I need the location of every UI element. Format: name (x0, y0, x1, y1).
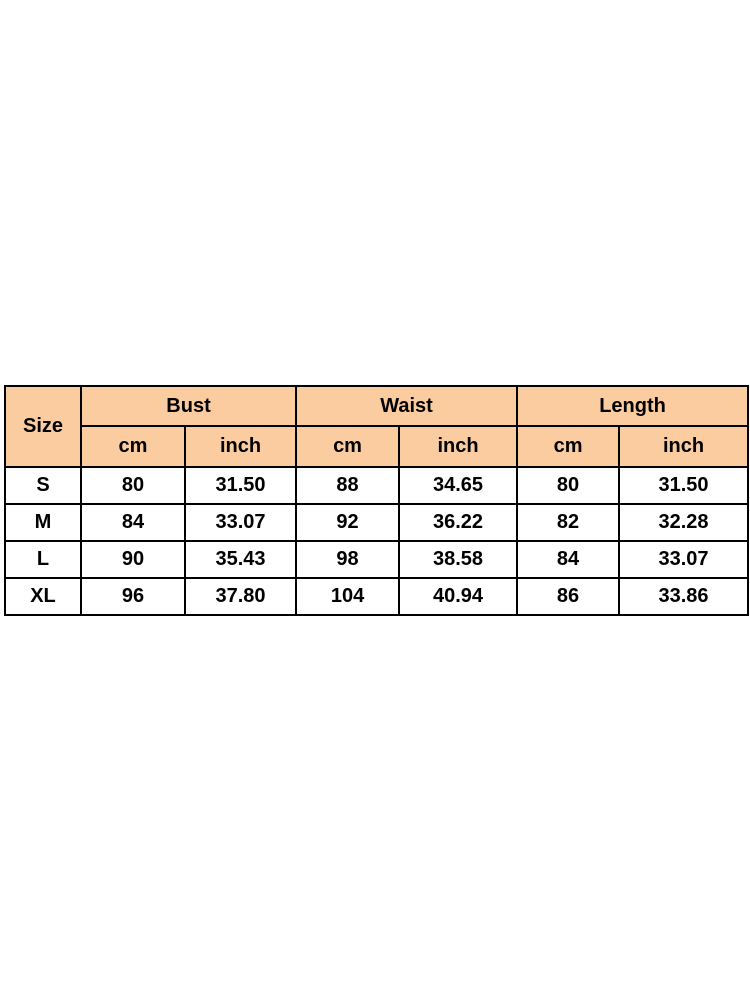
size-cell: M (5, 504, 81, 541)
size-cell: XL (5, 578, 81, 615)
value-cell: 33.86 (619, 578, 748, 615)
size-header: Size (5, 386, 81, 467)
value-cell: 90 (81, 541, 185, 578)
value-cell: 88 (296, 467, 399, 504)
value-cell: 38.58 (399, 541, 517, 578)
size-cell: S (5, 467, 81, 504)
value-cell: 36.22 (399, 504, 517, 541)
size-chart-table (4, 385, 749, 616)
value-cell: 31.50 (619, 467, 748, 504)
value-cell: 33.07 (619, 541, 748, 578)
value-cell: 98 (296, 541, 399, 578)
value-cell: 82 (517, 504, 619, 541)
value-cell: 80 (517, 467, 619, 504)
value-cell: 34.65 (399, 467, 517, 504)
table-row (5, 578, 748, 615)
unit-header: inch (399, 426, 517, 467)
table-row (5, 467, 748, 504)
value-cell: 32.28 (619, 504, 748, 541)
value-cell: 37.80 (185, 578, 296, 615)
value-cell: 31.50 (185, 467, 296, 504)
unit-header: inch (185, 426, 296, 467)
waist-header: Waist (296, 386, 517, 426)
value-cell: 33.07 (185, 504, 296, 541)
table-row (5, 541, 748, 578)
value-cell: 96 (81, 578, 185, 615)
unit-header: cm (81, 426, 185, 467)
table-row (5, 504, 748, 541)
bust-header: Bust (81, 386, 296, 426)
unit-header: cm (517, 426, 619, 467)
value-cell: 40.94 (399, 578, 517, 615)
value-cell: 86 (517, 578, 619, 615)
header-row-groups (5, 386, 748, 426)
header-row-units (5, 426, 748, 467)
value-cell: 35.43 (185, 541, 296, 578)
value-cell: 84 (517, 541, 619, 578)
length-header: Length (517, 386, 748, 426)
value-cell: 84 (81, 504, 185, 541)
unit-header: cm (296, 426, 399, 467)
value-cell: 104 (296, 578, 399, 615)
unit-header: inch (619, 426, 748, 467)
value-cell: 80 (81, 467, 185, 504)
size-cell: L (5, 541, 81, 578)
value-cell: 92 (296, 504, 399, 541)
